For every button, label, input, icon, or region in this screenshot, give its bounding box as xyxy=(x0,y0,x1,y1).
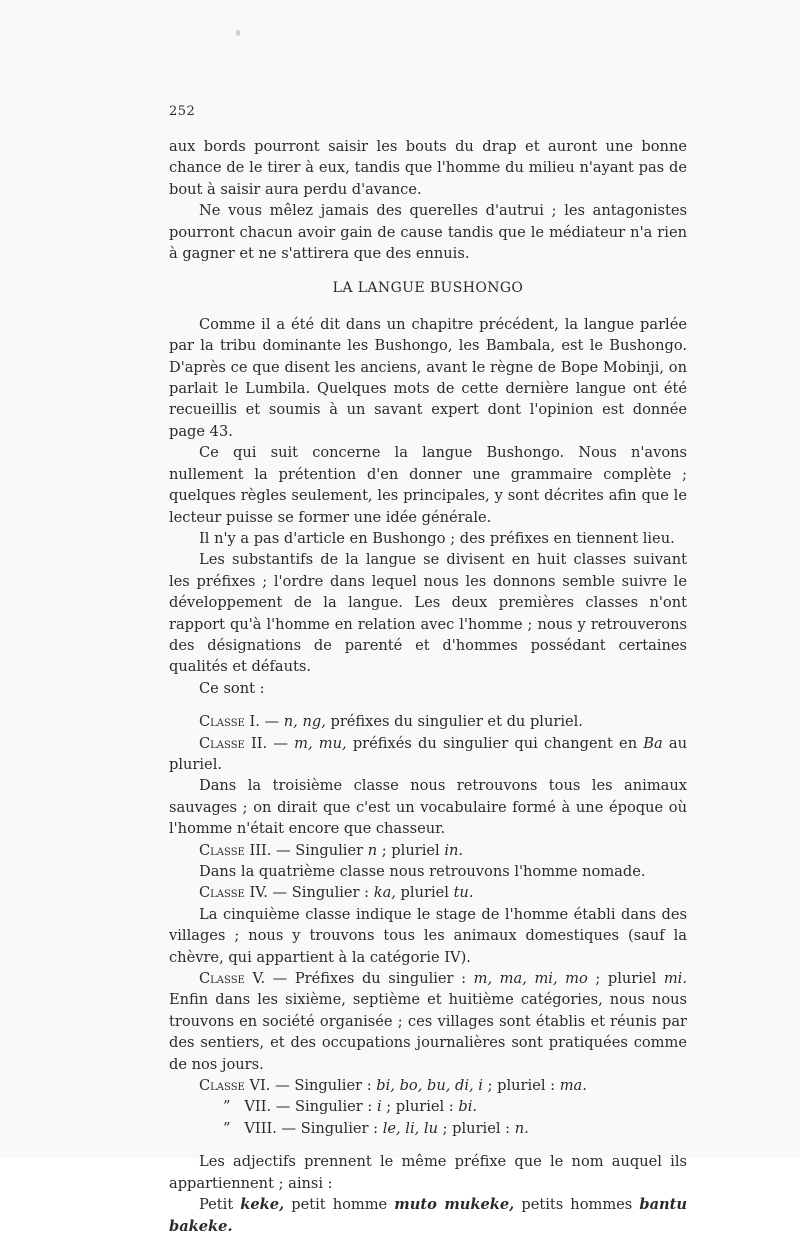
class-5-singular: m, ma, mi, mo xyxy=(473,970,588,988)
class-7-entry xyxy=(169,1096,687,1117)
page-number: 252 xyxy=(169,104,196,119)
class-2-entry xyxy=(169,733,687,776)
class-1-label: Classe xyxy=(199,713,245,731)
class-8-entry xyxy=(169,1118,687,1139)
class-3-intro: Dans la troisième classe nous retrouvons tous les animaux sauvages ; on dirait que c'est un vocabulaire formé à une époque où l'homme n'était encore que chasseur. xyxy=(169,777,687,838)
class-4-intro: Dans la quatrième classe nous retrouvons l'homme nomade. xyxy=(199,863,646,880)
class-4-plural: tu. xyxy=(453,884,474,902)
class-5-mid: ; pluriel xyxy=(587,970,664,988)
class-2-number: II. xyxy=(251,734,268,752)
class-6-number: VI. xyxy=(249,1077,271,1095)
class-6-entry xyxy=(169,1075,687,1096)
class-7-ditto: ” xyxy=(223,1098,231,1116)
class-8-plural: n. xyxy=(514,1119,529,1137)
class-7-plural: bi. xyxy=(458,1098,478,1116)
class-5-label: Classe xyxy=(199,970,245,988)
class-3-plural: in. xyxy=(444,841,464,859)
section-paragraph-3: Il n'y a pas d'article en Bushongo ; des préfixes en tiennent lieu. xyxy=(199,529,675,547)
section-paragraph-1: Comme il a été dit dans un chapitre précédent, la langue parlée par la tribu dominante les Bushongo, les Bambala, est le Bushongo. D'après ce que disent les anciens, avant le règne de Bope Mobinji, on parlait le Lumbila. Quelques mots de cette dernière langue ont été recueillis et soumis à un savant expert dont l'opinion est donnée page 43. xyxy=(169,315,687,440)
class-6-singular: bi, bo, bu, di, i xyxy=(376,1077,483,1095)
class-6-plural: ma. xyxy=(559,1077,587,1095)
class-8-singular: le, li, lu xyxy=(382,1119,438,1137)
class-6-label: Classe xyxy=(199,1077,245,1095)
class-7-mid: ; pluriel : xyxy=(381,1098,459,1116)
class-2-tail: au pluriel. xyxy=(169,734,687,773)
class-8-text: — Singulier : xyxy=(276,1119,383,1137)
class-1-number: I. xyxy=(249,713,260,731)
class-2-prefixes: m, mu, xyxy=(294,734,347,752)
class-5-note: Enfin dans les sixième, septième et huitième catégories, nous nous trouvons en société organisée ; ces villages sont établis et réunis par des sentiers, et des occupations journalières sont pratiquées comme de nos jours. xyxy=(169,991,687,1073)
class-7-number: VII. xyxy=(244,1098,272,1116)
intro-paragraph-2: Ne vous mêlez jamais des querelles d'autrui ; les antagonistes pourront chacun avoir gain de cause tandis que le médiateur n'a rien à gagner et ne s'attirera que des ennuis. xyxy=(169,202,687,263)
class-4-entry xyxy=(169,882,687,903)
class-8-mid: ; pluriel : xyxy=(437,1119,515,1137)
scan-mark xyxy=(236,30,240,36)
page-body xyxy=(169,136,687,1237)
class-4-label: Classe xyxy=(199,884,245,902)
class-5-entry xyxy=(169,968,687,1075)
adjectives-example xyxy=(169,1194,687,1237)
class-6-text: — Singulier : xyxy=(270,1077,377,1095)
class-4-number: IV. xyxy=(249,884,268,902)
example-muto-mukeke: muto mukeke, xyxy=(394,1196,515,1214)
class-5-number: V. xyxy=(252,970,266,988)
example-bantu-bakeke: bantu bakeke. xyxy=(169,1196,687,1235)
class-2-text: préfixés du singulier qui changent en xyxy=(346,734,644,752)
class-8-ditto: ” xyxy=(223,1119,231,1137)
class-4-mid: pluriel xyxy=(395,884,454,902)
class-1-prefixes: n, ng, xyxy=(283,713,326,731)
class-7-text: — Singulier : xyxy=(271,1098,377,1116)
class-3-entry xyxy=(169,840,687,861)
section-paragraph-4: Les substantifs de la langue se divisent en huit classes suivant les préfixes ; l'ordre dans lequel nous les donnons semble suivre le développement de la langue. Les deux premières classes n'ont rapport qu'à l'homme en relation avec l'homme ; nous y retrouverons des désignations de parenté et d'hommes possédant certaines qualités et défauts. xyxy=(169,551,687,676)
class-7-singular: i xyxy=(376,1098,382,1116)
class-1-text: préfixes du singulier et du pluriel. xyxy=(325,713,583,731)
adjectives-paragraph: Les adjectifs prennent le même préfixe que le nom auquel ils appartiennent ; ainsi : xyxy=(169,1153,687,1192)
section-paragraph-5: Ce sont : xyxy=(199,679,265,697)
class-4-text: — Singulier : xyxy=(267,884,374,902)
class-6-mid: ; pluriel : xyxy=(482,1077,560,1095)
class-2-label: Classe xyxy=(199,734,245,752)
section-paragraph-2: Ce qui suit concerne la langue Bushongo. Nous n'avons nullement la prétention d'en donner une grammaire complète ; quelques règles seulement, les principales, y sont décrites afin que le lecteur puisse se former une idée générale. xyxy=(169,444,687,526)
class-5-intro: La cinquième classe indique le stage de l'homme établi dans des villages ; nous y trouvons tous les animaux domestiques (sauf la chèvre, qui appartient à la catégorie IV). xyxy=(169,905,687,966)
class-2-plural: Ba xyxy=(643,734,663,752)
section-title: LA LANGUE BUSHONGO xyxy=(332,280,524,297)
class-1-dash: — xyxy=(259,713,284,731)
class-8-number: VIII. xyxy=(244,1119,277,1137)
example-keke: keke, xyxy=(240,1196,285,1214)
class-1-entry xyxy=(169,711,687,732)
intro-paragraph-1: aux bords pourront saisir les bouts du drap et auront une bonne chance de le tirer à eux, tandis que l'homme du milieu n'ayant pas de bout à saisir aura perdu d'avance. xyxy=(169,138,687,198)
example-petit: Petit xyxy=(199,1196,241,1214)
class-3-label: Classe xyxy=(199,841,245,859)
class-3-singular: n xyxy=(367,841,378,859)
class-3-text: — Singulier xyxy=(271,841,368,859)
class-3-number: III. xyxy=(249,841,272,859)
example-petit-homme: petit homme xyxy=(284,1196,395,1214)
example-petits-hommes: petits hommes xyxy=(514,1196,640,1214)
class-5-plural: mi. xyxy=(663,970,687,988)
class-2-dash: — xyxy=(267,734,295,752)
class-3-mid: ; pluriel xyxy=(377,841,445,859)
class-4-singular: ka, xyxy=(373,884,396,902)
class-5-text: — Préfixes du singulier : xyxy=(265,970,474,988)
